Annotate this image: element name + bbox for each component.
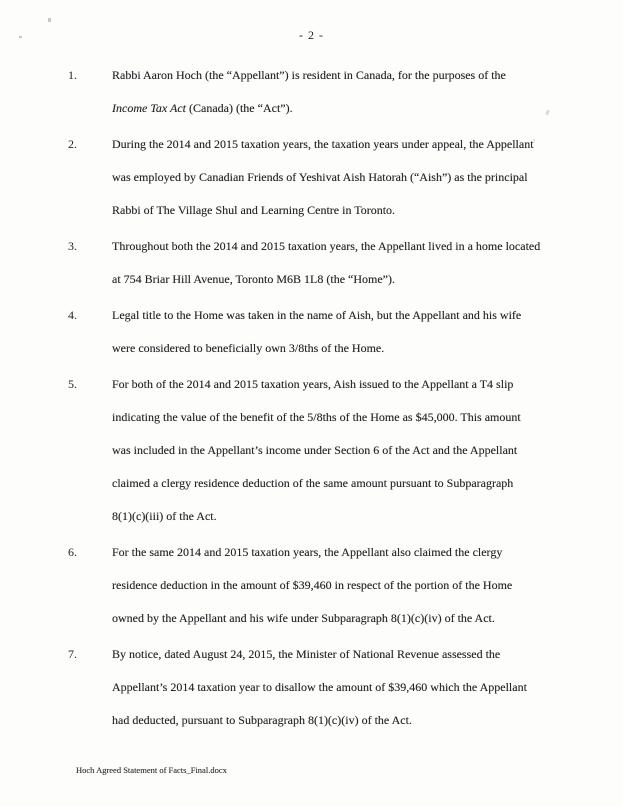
text-line: were considered to beneficially own 3/8ths of the Home. [112,341,385,355]
paragraph-item [68,638,608,737]
text-line: owned by the Appellant and his wife under Subparagraph 8(1)(c)(iv) of the Act. [112,611,495,625]
paragraph-item [68,368,608,533]
paragraph-number: 2. [68,137,77,151]
text-line: Rabbi of The Village Shul and Learning Centre in Toronto. [112,203,396,217]
paragraph-item [68,128,608,227]
scan-speck [533,139,535,141]
scan-speck [19,36,22,38]
footer-filename: Hoch Agreed Statement of Facts_Final.docx [76,765,227,775]
text-line: 8(1)(c)(iii) of the Act. [112,509,217,523]
text-line: was included in the Appellant’s income under Section 6 of the Act and the Appellant [112,443,518,457]
text-line: had deducted, pursuant to Subparagraph 8(1)(c)(iv) of the Act. [112,713,412,727]
paragraph-number: 3. [68,239,77,253]
text-line: Appellant’s 2014 taxation year to disallow the amount of $39,460 which the Appellant [112,680,527,694]
paragraph-number: 5. [68,377,77,391]
text-line: indicating the value of the benefit of the 5/8ths of the Home as $45,000. This amount [112,410,521,424]
text-line: Legal title to the Home was taken in the name of Aish, but the Appellant and his wife [112,308,522,322]
page-number: - 2 - [299,28,324,42]
text-line: at 754 Briar Hill Avenue, Toronto M6B 1L8 (the “Home”). [112,272,395,286]
text-line: Rabbi Aaron Hoch (the “Appellant”) is resident in Canada, for the purposes of the [112,68,506,82]
text-line: residence deduction in the amount of $39,460 in respect of the portion of the Home [112,578,513,592]
text-line: During the 2014 and 2015 taxation years, the taxation years under appeal, the Appellant [112,137,534,151]
paragraph-number: 7. [68,647,77,661]
paragraph-item [68,536,608,635]
paragraph-text [112,230,608,296]
paragraph-text [112,638,608,737]
text-line: By notice, dated August 24, 2015, the Minister of National Revenue assessed the [112,647,501,661]
paragraph-item [68,59,608,125]
paragraph-text [112,368,608,533]
text-line: was employed by Canadian Friends of Yeshivat Aish Hatorah (“Aish”) as the principal [112,170,528,184]
paragraph-number: 4. [68,308,77,322]
paragraph-text [112,299,608,365]
paragraph-text [112,59,608,125]
paragraph-number: 6. [68,545,77,559]
paragraph-text [112,536,608,635]
paragraph-item [68,299,608,365]
text-line: Income Tax Act (Canada) (the “Act”). [112,101,293,115]
paragraph-item [68,230,608,296]
text-line: For the same 2014 and 2015 taxation years, the Appellant also claimed the clergy [112,545,503,559]
paragraph-list [68,59,608,740]
text-line: Throughout both the 2014 and 2015 taxation years, the Appellant lived in a home located [112,239,541,253]
text-line: For both of the 2014 and 2015 taxation years, Aish issued to the Appellant a T4 slip [112,377,514,391]
scan-speck [48,18,51,22]
paragraph-text [112,128,608,227]
paragraph-number: 1. [68,68,77,82]
text-line: claimed a clergy residence deduction of the same amount pursuant to Subparagraph [112,476,514,490]
